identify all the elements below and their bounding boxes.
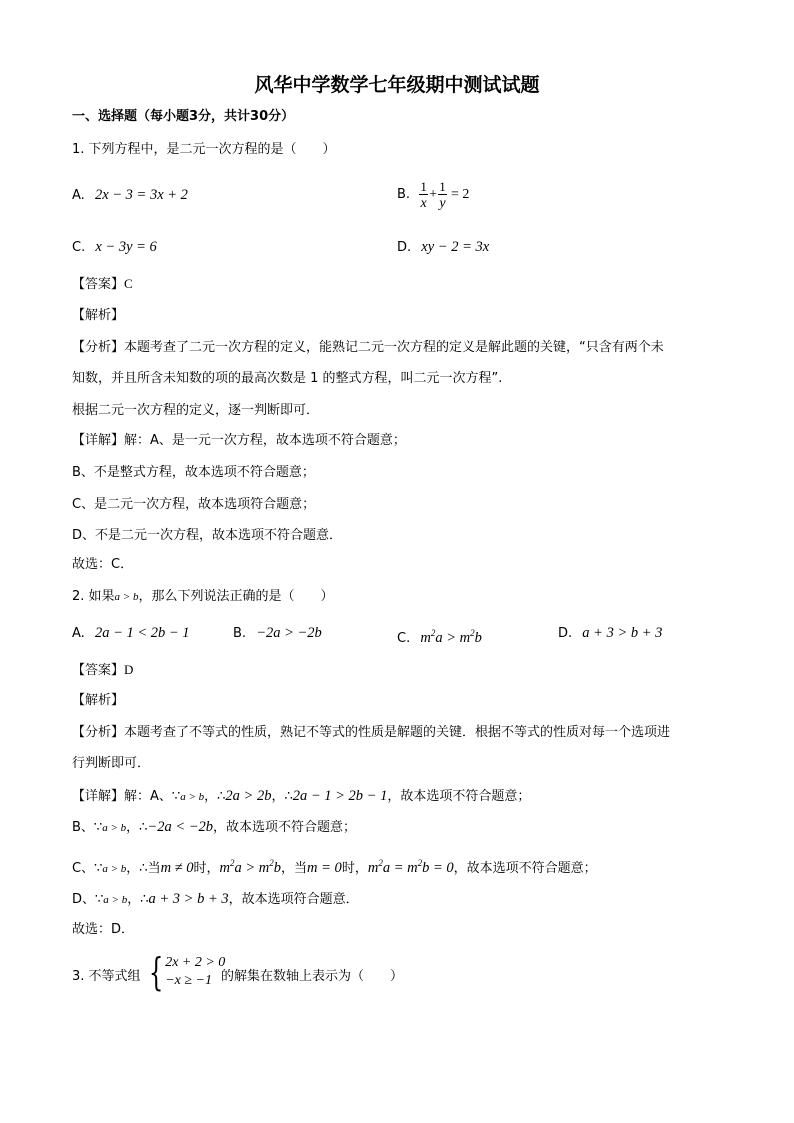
detail-math: a > b: [103, 894, 128, 906]
detail-text: 时，: [341, 860, 368, 876]
detail-math: b: [273, 859, 282, 876]
q1-b-plus: +: [429, 187, 437, 202]
answer-value: D: [124, 662, 134, 677]
detail-sup: 2: [269, 858, 274, 868]
q2-jiexi: 【解析】: [72, 693, 125, 708]
detail-text: ，故本选项不符合题意；: [453, 860, 597, 876]
q2-option-d: [558, 625, 662, 642]
q2-stem-expr: a > b: [114, 591, 139, 603]
q1-jiexi: 【解析】: [72, 308, 125, 323]
q1-c-expr: x − 3y = 6: [95, 239, 157, 255]
detail-math: a > b: [102, 822, 127, 834]
analysis-tag: 【分析】: [72, 725, 125, 740]
q2-stem: [72, 589, 334, 605]
answer-value: C: [124, 276, 133, 291]
q1-a-label: A.: [72, 188, 85, 203]
q1-b-den1: x: [420, 195, 427, 211]
analysis-text: 本题考查了二元一次方程的定义，能熟记二元一次方程的定义是解此题的关键，“只含有两个未: [124, 340, 664, 355]
detail-text: ，故本选项符合题意．: [228, 892, 359, 907]
q2-option-a: [72, 625, 190, 642]
detail-text: 解：A、∵: [124, 789, 181, 804]
q1-detail-line2: B、不是整式方程，故本选项不符合题意；: [72, 465, 315, 480]
detail-math: b = 0: [422, 859, 454, 876]
detail-text: D、∵: [72, 892, 104, 907]
q2-answer: [72, 662, 133, 679]
q2-stem-text2: ，那么下列说法正确的是（ ）: [138, 589, 334, 604]
q2-c-m: m: [420, 629, 431, 646]
q3-system-rows: [165, 954, 225, 990]
detail-text: ，∴: [271, 789, 293, 804]
detail-sup: 2: [230, 858, 235, 868]
q2-detail-c: [72, 855, 597, 877]
detail-tag: 【详解】: [72, 789, 125, 804]
q3-row1: 2x + 2 > 0: [165, 955, 226, 970]
q1-detail-line4: D、不是二元一次方程，故本选项不符合题意．: [72, 528, 343, 543]
q1-b-num2: 1: [439, 178, 446, 194]
q2-d-label: D.: [558, 626, 573, 641]
q2-b-expr: −2a > −2b: [256, 625, 322, 641]
page-title: 风华中学数学七年级期中测试试题: [254, 74, 540, 96]
q1-option-b: [397, 175, 469, 215]
detail-text: ，∴当: [126, 860, 161, 876]
brace-icon: {: [148, 950, 164, 994]
analysis-text: 本题考查了不等式的性质，熟记不等式的性质是解题的关键．根据不等式的性质对每一个选项进: [124, 725, 671, 740]
q1-detail-line1: [72, 433, 406, 449]
q1-d-expr: xy − 2 = 3x: [421, 239, 490, 255]
q1-c-label: C.: [72, 240, 86, 255]
detail-text: 时，: [193, 860, 220, 876]
detail-math: a = m: [382, 859, 418, 876]
q2-option-c: [397, 625, 482, 647]
detail-text: ，故本选项不符合题意；: [387, 789, 531, 804]
q1-b-frac1: [419, 179, 428, 212]
q2-detail-d: [72, 891, 359, 908]
q1-option-a: [72, 187, 188, 204]
answer-tag: 【答案】: [72, 663, 125, 678]
detail-math: a > m: [234, 859, 270, 876]
q1-detail-line3: C、是二元一次方程，故本选项符合题意；: [72, 497, 316, 512]
q2-analysis-line1: [72, 725, 670, 741]
analysis-tag: 【分析】: [72, 340, 125, 355]
detail-math: m: [367, 859, 379, 876]
q1-b-den2: y: [439, 195, 446, 211]
detail-text: ，故本选项不符合题意；: [213, 820, 357, 835]
q1-analysis-line1: [72, 340, 664, 356]
q1-answer: [72, 276, 133, 293]
detail-sup: 2: [378, 858, 383, 868]
q1-a-expr: 2x − 3 = 3x + 2: [94, 187, 188, 203]
section-heading: 一、选择题（每小题3分，共计30分）: [72, 109, 295, 124]
q1-option-d: [397, 239, 489, 256]
q2-choose: 故选：D．: [72, 922, 135, 937]
q2-c-mid: a > m: [435, 629, 471, 646]
q2-analysis-line2: 行判断即可．: [72, 756, 151, 771]
q1-choose: 故选：C．: [72, 557, 134, 572]
q2-a-label: A.: [72, 626, 85, 641]
q3-stem-prefix: 3. 不等式组: [72, 969, 141, 984]
q1-b-label: B.: [397, 187, 411, 202]
q2-stem-text: 2. 如果: [72, 589, 115, 604]
detail-text: ，∴: [126, 820, 148, 835]
q1-option-c: [72, 239, 157, 256]
detail-math: m: [219, 859, 231, 876]
q2-option-b: [233, 625, 322, 642]
q1-d-label: D.: [397, 240, 412, 255]
q1-analysis-line3: 根据二元一次方程的定义，逐一判断即可．: [72, 403, 320, 418]
detail-math: 2a > 2b: [225, 788, 272, 804]
detail-text: ，∴: [204, 789, 226, 804]
detail-text: B、∵: [72, 820, 103, 835]
detail-math: 2a − 1 > 2b − 1: [292, 788, 388, 804]
detail-text: ，∴: [127, 892, 149, 907]
detail-math: m ≠ 0: [160, 859, 194, 876]
q2-b-label: B.: [233, 626, 247, 641]
q3-row2: −x ≥ −1: [165, 973, 212, 988]
q1-b-num1: 1: [420, 178, 427, 194]
q2-c-end: b: [474, 629, 482, 646]
q3-stem-suffix: 的解集在数轴上表示为（ ）: [221, 969, 404, 984]
detail-text: ，当: [281, 860, 308, 876]
detail-math: m = 0: [307, 859, 342, 876]
detail-math: a > b: [180, 791, 205, 803]
q1-analysis-line2: 知数，并且所含未知数的项的最高次数是 1 的整式方程，叫二元一次方程”.: [72, 371, 503, 386]
q2-detail-b: [72, 819, 356, 836]
detail-math: a + 3 > b + 3: [148, 891, 229, 907]
q2-c-label: C.: [397, 630, 411, 646]
detail-text: 解：A、是一元一次方程，故本选项不符合题意；: [124, 433, 406, 448]
detail-tag: 【详解】: [72, 433, 125, 448]
q2-c-sup2: 2: [470, 628, 475, 638]
detail-text: C、∵: [72, 860, 103, 876]
detail-math: −2a < −2b: [147, 819, 214, 835]
q1-b-frac2: [438, 179, 447, 212]
q2-d-expr: a + 3 > b + 3: [582, 625, 663, 641]
q2-a-expr: 2a − 1 < 2b − 1: [94, 625, 190, 641]
detail-sup: 2: [417, 858, 423, 868]
answer-tag: 【答案】: [72, 277, 125, 292]
q1-stem: 1. 下列方程中，是二元一次方程的是（ ）: [72, 142, 336, 157]
q1-b-rest: = 2: [450, 187, 470, 202]
q2-c-sup: 2: [430, 628, 436, 638]
q2-detail-a: [72, 788, 530, 805]
detail-math: a > b: [102, 862, 127, 875]
q3-inequality-system: [144, 950, 226, 994]
